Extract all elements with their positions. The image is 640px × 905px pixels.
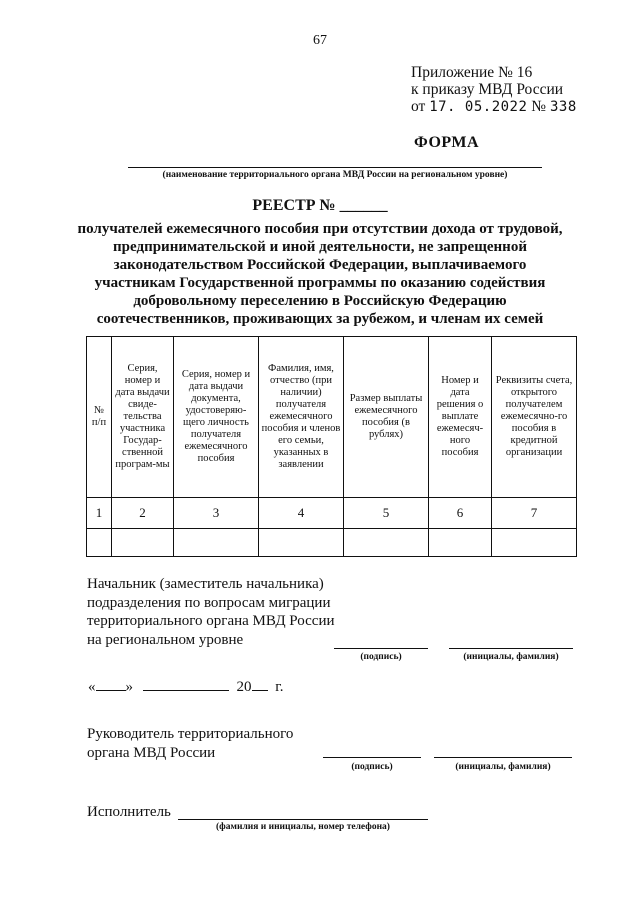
table-empty-cell xyxy=(492,529,577,557)
chief-title-line: подразделения по вопросам миграции xyxy=(87,594,331,611)
table-empty-cell xyxy=(344,529,429,557)
registry-subtitle-line: предпринимательской и иной деятельности, не запрещенной xyxy=(113,239,527,255)
chief-signature-caption: (подпись) xyxy=(360,652,402,662)
table-number-cell: 3 xyxy=(174,498,259,529)
registry-table xyxy=(86,336,577,557)
registry-subtitle-line: получателей ежемесячного пособия при отсутствии дохода от трудовой, xyxy=(77,221,563,237)
appendix-block xyxy=(411,64,577,116)
head-title-line: органа МВД России xyxy=(87,744,216,761)
page-number: 67 xyxy=(313,33,327,48)
table-number-cell: 6 xyxy=(429,498,492,529)
table-empty-row xyxy=(87,529,577,557)
executor-caption: (фамилия и инициалы, номер телефона) xyxy=(216,822,390,832)
date-open-quote: « xyxy=(88,679,96,695)
table-number-cell: 2 xyxy=(112,498,174,529)
table-header-cell: Реквизиты счета, открытого получателем ежемесячно-го пособия в кредитной организации xyxy=(492,337,577,498)
chief-title xyxy=(87,575,335,649)
head-title-line: Руководитель территориального xyxy=(87,726,294,742)
table-number-row xyxy=(87,498,577,529)
table-empty-cell xyxy=(174,529,259,557)
table-header-cell: Серия, номер и дата выдачи документа, удостоверяю-щего личность получателя ежемесячного пособия xyxy=(174,337,259,498)
table-number-cell: 7 xyxy=(492,498,577,529)
day-blank xyxy=(96,690,126,691)
table-empty-cell xyxy=(87,529,112,557)
year-prefix: 20 xyxy=(236,679,252,695)
appendix-number-prefix: № xyxy=(531,98,547,115)
form-label: ФОРМА xyxy=(414,134,480,151)
registry-subtitle xyxy=(60,220,580,328)
table-number-cell: 4 xyxy=(259,498,344,529)
table-number-cell: 5 xyxy=(344,498,429,529)
head-title xyxy=(87,725,293,762)
appendix-date: 17. 05.2022 xyxy=(429,99,528,115)
appendix-date-prefix: от xyxy=(411,98,426,115)
table-header-row xyxy=(87,337,577,498)
table-header-cell: Номер и дата решения о выплате ежемесяч-ного пособия xyxy=(429,337,492,498)
table-header-cell: Серия, номер и дата выдачи свиде-тельства участника Государ-ственной програм-мы xyxy=(112,337,174,498)
table-empty-cell xyxy=(429,529,492,557)
org-name-line xyxy=(128,167,542,168)
year-suffix: г. xyxy=(275,679,284,695)
date-line xyxy=(88,678,283,697)
table-header-cell: № п/п xyxy=(87,337,112,498)
appendix-number: 338 xyxy=(549,99,577,115)
table-number-cell: 1 xyxy=(87,498,112,529)
table-empty-cell xyxy=(259,529,344,557)
table-empty-cell xyxy=(112,529,174,557)
appendix-line-2: к приказу МВД России xyxy=(411,81,564,98)
chief-title-line: территориального органа МВД России xyxy=(87,613,335,629)
appendix-line-3 xyxy=(411,98,577,116)
executor-label: Исполнитель xyxy=(87,804,171,820)
appendix-line-1: Приложение № 16 xyxy=(411,64,533,81)
chief-initials-line xyxy=(449,648,573,649)
registry-subtitle-line: законодательством Российской Федерации, выплачиваемого xyxy=(113,257,527,273)
org-name-caption: (наименование территориального органа МВД России на региональном уровне) xyxy=(162,170,508,180)
head-signature-caption: (подпись) xyxy=(351,762,393,772)
table-header-cell: Фамилия, имя, отчество (при наличии) получателя ежемесячного пособия и членов его семьи, указанных в заявлении xyxy=(259,337,344,498)
chief-initials-caption: (инициалы, фамилия) xyxy=(463,652,559,662)
registry-title: РЕЕСТР № ______ xyxy=(252,197,388,214)
registry-subtitle-line: соотечественников, проживающих за рубежом, и членам их семей xyxy=(96,311,544,327)
registry-subtitle-line: участникам Государственной программы по оказанию содействия xyxy=(94,275,546,291)
chief-title-line: на региональном уровне xyxy=(87,631,244,648)
chief-signature-line xyxy=(334,648,428,649)
date-close-quote: » xyxy=(125,679,133,695)
head-initials-caption: (инициалы, фамилия) xyxy=(455,762,551,772)
table-header-cell: Размер выплаты ежемесячного пособия (в рублях) xyxy=(344,337,429,498)
head-initials-line xyxy=(434,757,572,758)
month-blank xyxy=(143,690,229,691)
year-blank xyxy=(252,690,268,691)
head-signature-line xyxy=(323,757,421,758)
executor-line xyxy=(178,819,428,820)
chief-title-line: Начальник (заместитель начальника) xyxy=(87,576,324,592)
registry-subtitle-line: добровольному переселению в Российскую Федерацию xyxy=(133,293,507,309)
